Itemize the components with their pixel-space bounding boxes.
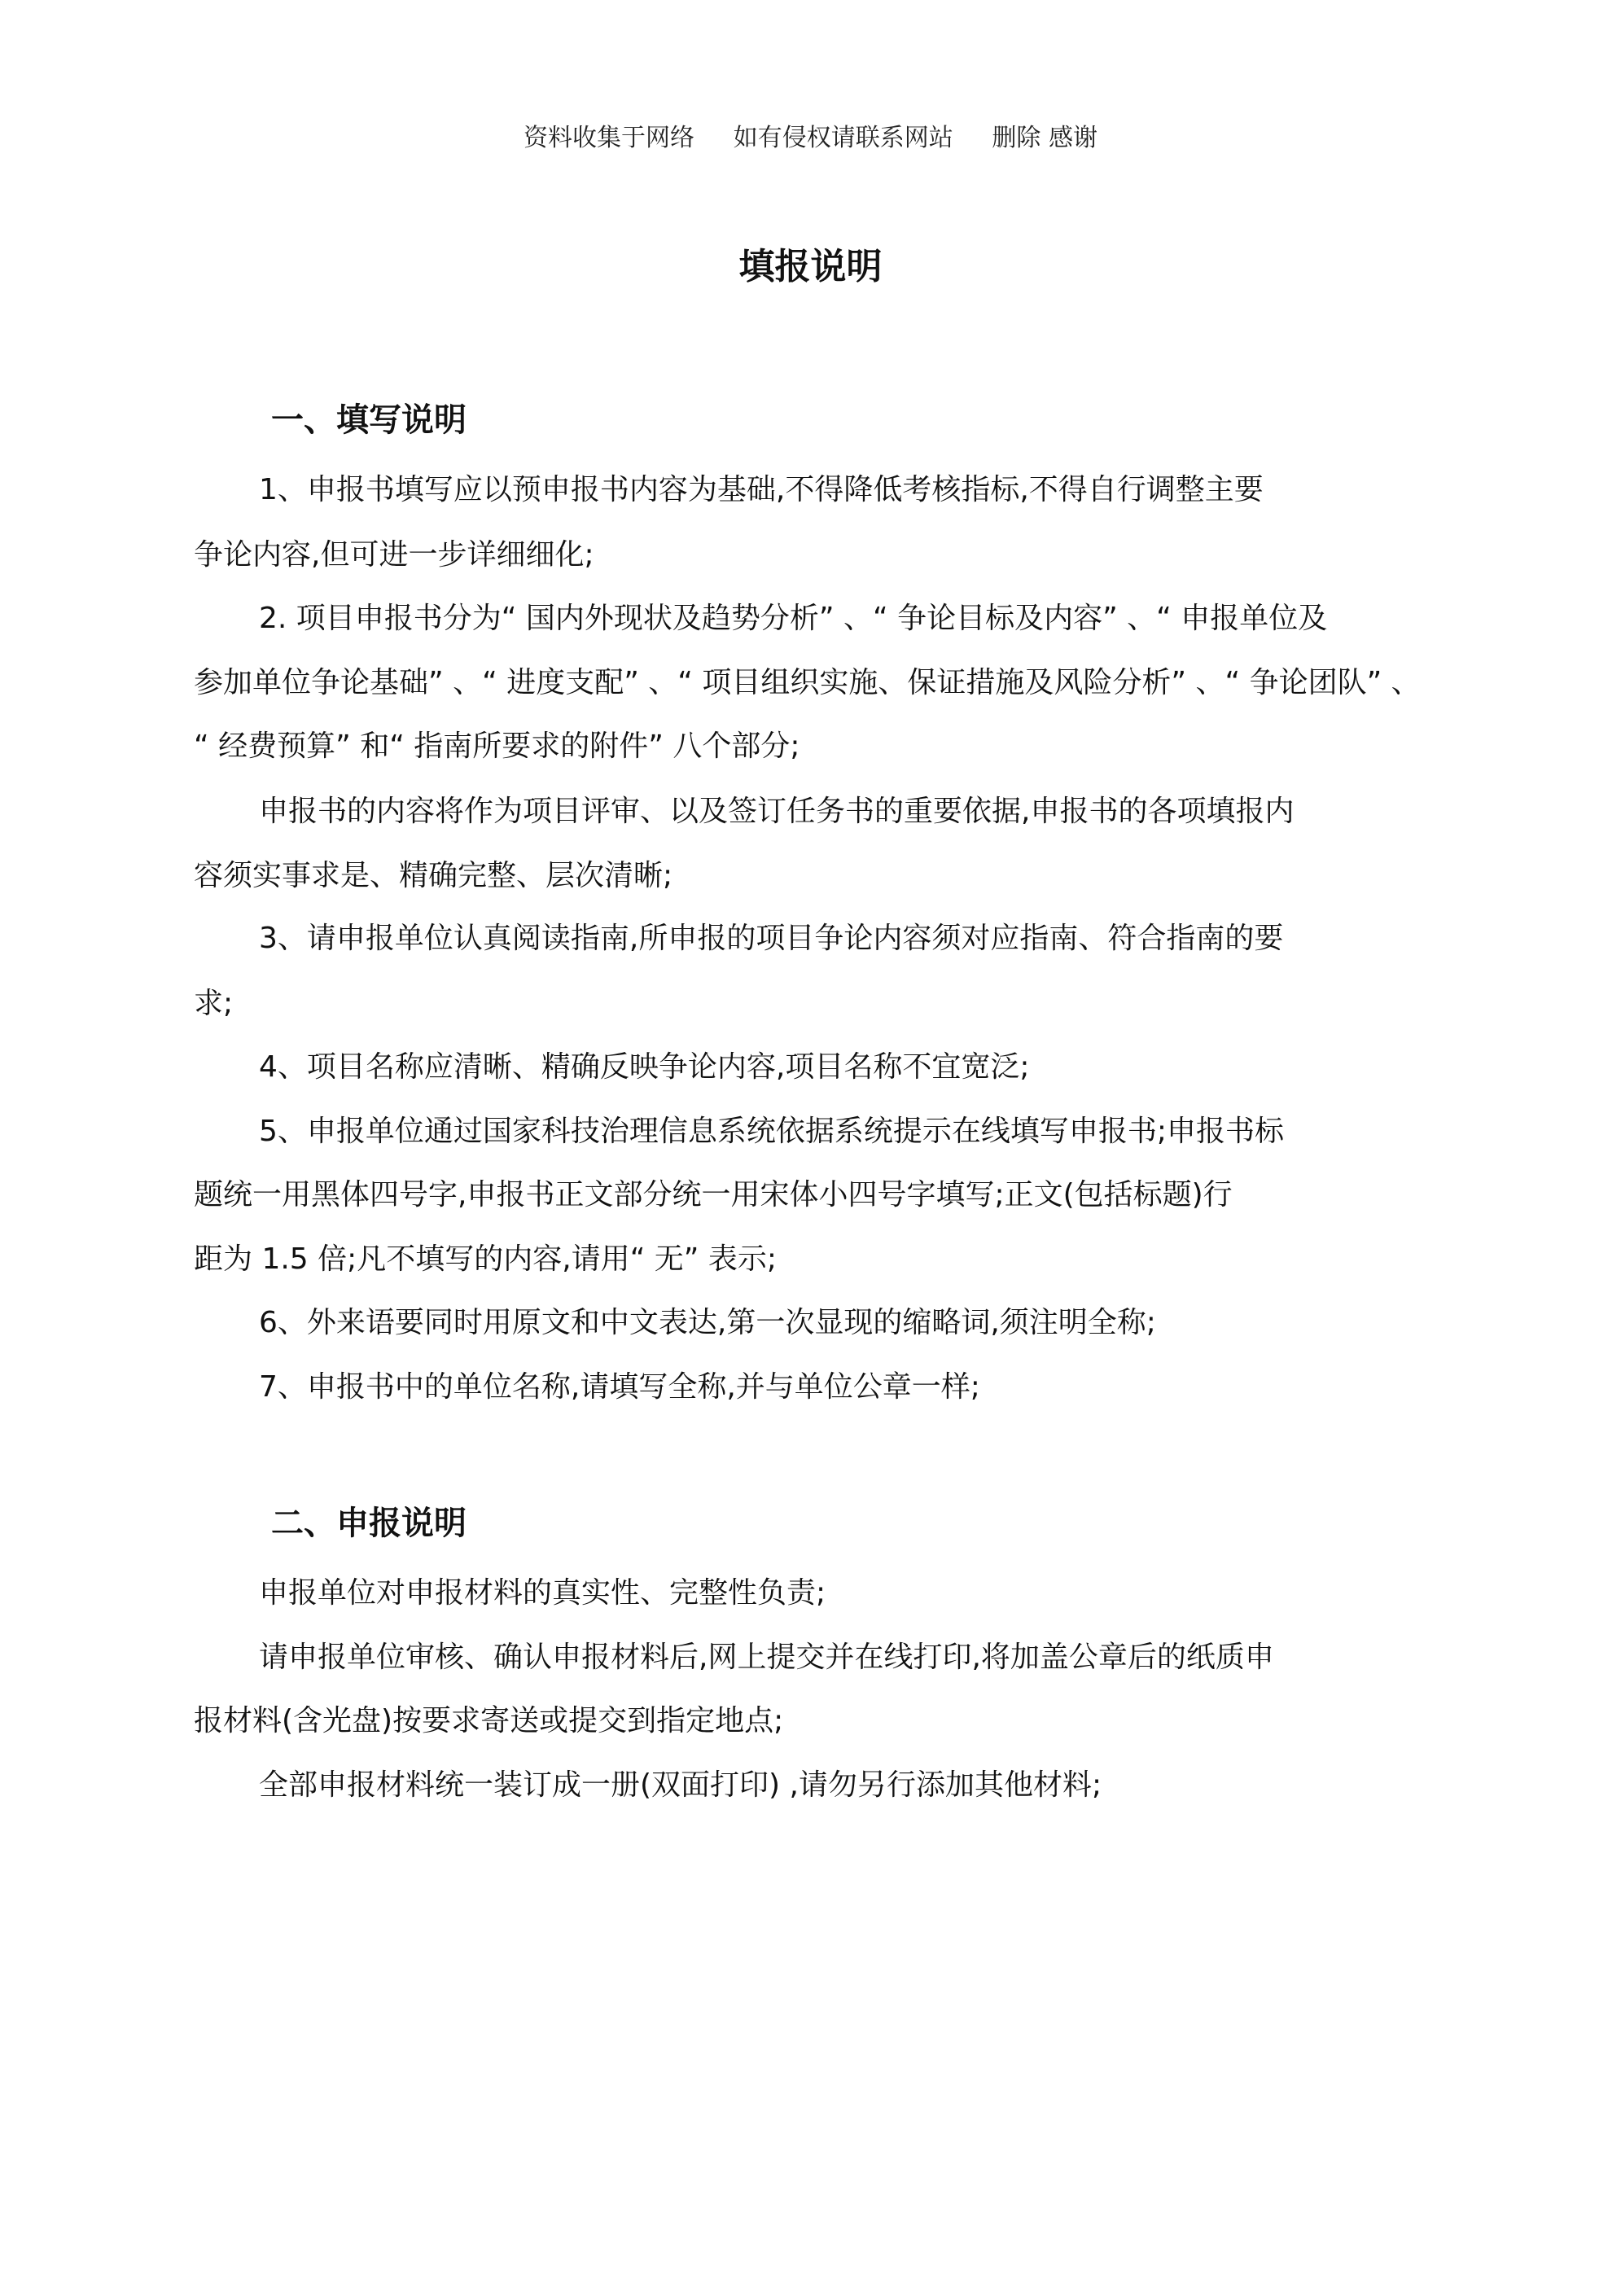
paragraph-line: 距为 1.5 倍;凡不填写的内容,请用“ 无” 表示; (194, 1242, 778, 1276)
paragraph-line: 全部申报材料统一装订成一册(双面打印) ,请勿另行添加其他材料; (259, 1768, 1102, 1802)
paragraph-line: 参加单位争论基础” 、“ 进度支配” 、“ 项目组织实施、保证措施及风险分析” 、“ 争论团队” 、 (194, 666, 1421, 699)
paragraph-line: 1、申报书填写应以预申报书内容为基础,不得降低考核指标,不得自行调整主要 (259, 473, 1264, 506)
paragraph-line: 争论内容,但可进一步详细细化; (194, 538, 594, 572)
paragraph-line: 2. 项目申报书分为“ 国内外现状及趋势分析” 、“ 争论目标及内容” 、“ 申报单位及 (259, 602, 1328, 635)
paragraph-line: “ 经费预算” 和“ 指南所要求的附件” 八个部分; (194, 730, 800, 763)
paragraph-line: 请申报单位审核、确认申报材料后,网上提交并在线打印,将加盖公章后的纸质申 (259, 1641, 1274, 1674)
section-heading-submission-instructions: 二、申报说明 (271, 1505, 467, 1542)
paragraph-line: 求; (194, 987, 234, 1020)
section-heading-fill-instructions: 一、填写说明 (271, 401, 467, 439)
paragraph-line: 申报书的内容将作为项目评审、以及签订任务书的重要依据,申报书的各项填报内 (259, 795, 1295, 828)
paragraph-line: 3、请申报单位认真阅读指南,所申报的项目争论内容须对应指南、符合指南的要 (259, 922, 1284, 955)
paragraph-line: 4、项目名称应清晰、精确反映争论内容,项目名称不宜宽泛; (259, 1050, 1030, 1084)
paragraph-line: 容须实事求是、精确完整、层次清晰; (194, 859, 673, 892)
paragraph-line: 5、申报单位通过国家科技治理信息系统依据系统提示在线填写申报书;申报书标 (259, 1115, 1285, 1148)
paragraph-line: 报材料(含光盘)按要求寄送或提交到指定地点; (194, 1704, 784, 1737)
paragraph-line: 申报单位对申报材料的真实性、完整性负责; (259, 1576, 826, 1610)
paragraph-line: 题统一用黑体四号字,申报书正文部分统一用宋体小四号字填写;正文(包括标题)行 (194, 1178, 1233, 1212)
page-title: 填报说明 (738, 246, 883, 287)
paragraph-line: 7、申报书中的单位名称,请填写全称,并与单位公章一样; (259, 1370, 980, 1404)
paragraph-line: 6、外来语要同时用原文和中文表达,第一次显现的缩略词,须注明全称; (259, 1306, 1156, 1339)
page-header: 资料收集于网络 如有侵权请联系网站 删除 感谢 (524, 124, 1097, 152)
